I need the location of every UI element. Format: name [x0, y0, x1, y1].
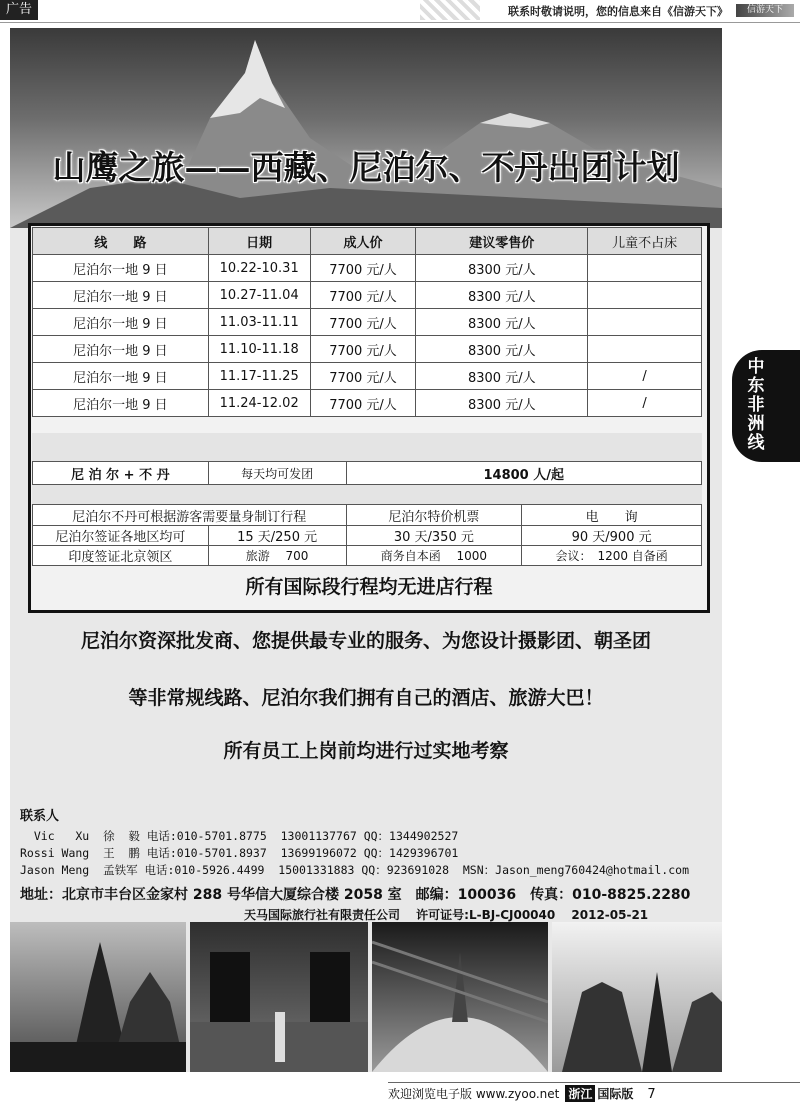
visa-price-cell: 15 天/250 元 [208, 526, 346, 546]
adult-price-cell: 7700 元/人 [310, 363, 416, 390]
package-departure: 每天均可发团 [208, 462, 346, 485]
adult-price-cell: 7700 元/人 [310, 282, 416, 309]
adult-price-cell: 7700 元/人 [310, 255, 416, 282]
retail-price-cell: 8300 元/人 [416, 255, 588, 282]
column-header: 成人价 [310, 228, 416, 255]
india-visa-cell: 商务自本函 1000 [346, 546, 522, 566]
contact-list [20, 808, 689, 879]
promo-line-1: 尼泊尔资深批发商、您提供最专业的服务、为您设计摄影团、朝圣团 [80, 630, 651, 652]
package-price: 14800 人/起 [346, 462, 702, 485]
inquiry-cell: 电 询 [522, 505, 702, 526]
advertisement [10, 28, 722, 1072]
table-spacer [32, 485, 702, 504]
route-cell: 尼泊尔一地 9 日 [33, 390, 209, 417]
contact-person: Jason Meng 孟铁军 电话:010-5926.4499 15001331883 QQ：923691028 MSN：Jason_meng760424@hotmail.com [20, 863, 690, 877]
footer-divider [388, 1082, 800, 1083]
page-number: 7 [647, 1087, 656, 1102]
retail-price-cell: 8300 元/人 [416, 390, 588, 417]
temple-guardians-photo [190, 922, 368, 1072]
contact-heading: 联系人 [20, 809, 60, 824]
child-cell: / [588, 390, 702, 417]
schedule-table [32, 227, 702, 417]
adult-price-cell: 7700 元/人 [310, 309, 416, 336]
india-visa-label-cell: 印度签证北京领区 [33, 546, 209, 566]
column-header: 线 路 [33, 228, 209, 255]
india-visa-cell: 旅游 700 [208, 546, 346, 566]
table-row [33, 546, 702, 566]
mountain-banner [10, 28, 722, 228]
date-cell: 10.27-11.04 [208, 282, 310, 309]
contact-person: Vic Xu 徐 毅 电话:010-5701.8775 13001137767 QQ：1344902527 [20, 829, 459, 843]
column-header: 儿童不占床 [588, 228, 702, 255]
date-cell: 11.24-12.02 [208, 390, 310, 417]
decorative-pattern [420, 0, 480, 20]
route-cell: 尼泊尔一地 9 日 [33, 336, 209, 363]
table-row [33, 282, 702, 309]
tour-schedule-table [28, 223, 710, 613]
page-footer [388, 1085, 656, 1102]
mountain-illustration [10, 28, 722, 228]
table-spacer [32, 433, 702, 461]
address-line: 地址：北京市丰台区金家村 288 号华信大厦综合楼 2058 室 邮编：100036 传真：010-8825.2280 [20, 887, 691, 903]
date-cell: 11.10-11.18 [208, 336, 310, 363]
table-row [33, 336, 702, 363]
adult-price-cell: 7700 元/人 [310, 336, 416, 363]
retail-price-cell: 8300 元/人 [416, 363, 588, 390]
footer-region: 浙江 [565, 1085, 595, 1102]
retail-price-cell: 8300 元/人 [416, 336, 588, 363]
promo-line-3: 所有员工上岗前均进行过实地考察 [223, 740, 509, 762]
visa-price-cell: 90 天/900 元 [522, 526, 702, 546]
source-note: 联系时敬请说明，您的信息来自《信游天下》 [508, 5, 728, 18]
child-cell: / [588, 363, 702, 390]
india-visa-cell: 会议： 1200 自备函 [522, 546, 702, 566]
package-row [32, 461, 702, 485]
visa-table [32, 504, 702, 566]
child-cell [588, 309, 702, 336]
headline: 山鹰之旅——西藏、尼泊尔、不丹出团计划 [52, 148, 680, 187]
company-line: 天马国际旅行社有限责任公司 许可证号:L-BJ-CJ00040 2012-05-21 [244, 908, 649, 922]
no-shopping-note: 所有国际段行程均无进店行程 [245, 576, 493, 598]
date-cell: 10.22-10.31 [208, 255, 310, 282]
retail-price-cell: 8300 元/人 [416, 282, 588, 309]
route-cell: 尼泊尔一地 9 日 [33, 309, 209, 336]
pagoda-square-photo [552, 922, 722, 1072]
section-tab [732, 350, 800, 462]
date-cell: 11.03-11.11 [208, 309, 310, 336]
table-row [33, 309, 702, 336]
visa-price-cell: 30 天/350 元 [346, 526, 522, 546]
table-row [33, 526, 702, 546]
table-row [33, 390, 702, 417]
route-cell: 尼泊尔一地 9 日 [33, 363, 209, 390]
table-row [33, 255, 702, 282]
footer-website: 欢迎浏览电子版 www.zyoo.net [388, 1087, 560, 1101]
promo-line-2: 等非常规线路、尼泊尔我们拥有自己的酒店、旅游大巴！ [128, 687, 604, 709]
table-row [33, 505, 702, 526]
route-cell: 尼泊尔一地 9 日 [33, 255, 209, 282]
child-cell [588, 282, 702, 309]
table-header-row [33, 228, 702, 255]
top-bar [0, 0, 800, 23]
package-name: 尼 泊 尔 + 不 丹 [33, 462, 209, 485]
table-row [33, 363, 702, 390]
retail-price-cell: 8300 元/人 [416, 309, 588, 336]
footer-edition: 国际版 [597, 1087, 634, 1101]
column-header: 建议零售价 [416, 228, 588, 255]
stupa-photo [10, 922, 186, 1072]
visa-label-cell: 尼泊尔签证各地区均可 [33, 526, 209, 546]
airfare-cell: 尼泊尔特价机票 [346, 505, 522, 526]
contact-person: Rossi Wang 王 鹏 电话:010-5701.8937 13699196072 QQ：1429396701 [20, 846, 459, 860]
child-cell [588, 336, 702, 363]
date-cell: 11.17-11.25 [208, 363, 310, 390]
custom-itinerary-cell: 尼泊尔不丹可根据游客需要量身制订行程 [33, 505, 347, 526]
publication-logo: 信游天下 [736, 4, 794, 17]
section-tab-label: 中东非洲线 [747, 357, 765, 453]
adult-price-cell: 7700 元/人 [310, 390, 416, 417]
route-cell: 尼泊尔一地 9 日 [33, 282, 209, 309]
photo-strip [10, 922, 722, 1072]
child-cell [588, 255, 702, 282]
prayer-flags-photo [372, 922, 548, 1072]
column-header: 日期 [208, 228, 310, 255]
ad-label: 广告 [0, 0, 38, 20]
